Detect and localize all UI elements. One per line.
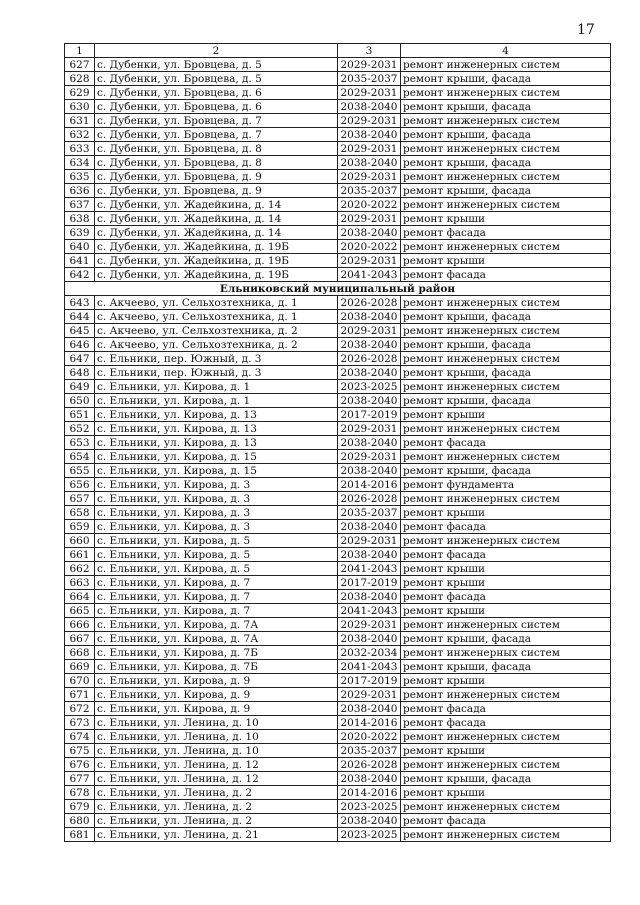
address-cell: с. Ельники, ул. Кирова, д. 3 (95, 478, 338, 492)
row-number-cell: 643 (65, 296, 95, 310)
period-cell: 2017-2019 (338, 576, 401, 590)
work-type-cell: ремонт крыши (401, 744, 611, 758)
table-row (65, 436, 611, 450)
work-type-cell: ремонт инженерных систем (401, 688, 611, 702)
row-number-cell: 632 (65, 128, 95, 142)
period-cell: 2029-2031 (338, 142, 401, 156)
address-cell: с. Ельники, ул. Кирова, д. 7 (95, 604, 338, 618)
period-cell: 2020-2022 (338, 198, 401, 212)
period-cell: 2038-2040 (338, 520, 401, 534)
address-cell: с. Акчеево, ул. Сельхозтехника, д. 2 (95, 324, 338, 338)
section-heading-row (65, 282, 611, 296)
table-row (65, 128, 611, 142)
row-number-cell: 652 (65, 422, 95, 436)
row-number-cell: 665 (65, 604, 95, 618)
address-cell: с. Дубенки, ул. Бровцева, д. 9 (95, 184, 338, 198)
table-row (65, 240, 611, 254)
row-number-cell: 635 (65, 170, 95, 184)
table-row (65, 114, 611, 128)
period-cell: 2038-2040 (338, 226, 401, 240)
address-cell: с. Ельники, ул. Кирова, д. 7Б (95, 646, 338, 660)
row-number-cell: 675 (65, 744, 95, 758)
period-cell: 2038-2040 (338, 772, 401, 786)
table-row (65, 744, 611, 758)
row-number-cell: 674 (65, 730, 95, 744)
work-type-cell: ремонт крыши, фасада (401, 660, 611, 674)
table-row (65, 380, 611, 394)
row-number-cell: 637 (65, 198, 95, 212)
row-number-cell: 667 (65, 632, 95, 646)
period-cell: 2041-2043 (338, 562, 401, 576)
table-row (65, 198, 611, 212)
address-cell: с. Ельники, ул. Ленина, д. 10 (95, 716, 338, 730)
work-type-cell: ремонт фундамента (401, 478, 611, 492)
address-cell: с. Ельники, ул. Ленина, д. 10 (95, 730, 338, 744)
work-type-cell: ремонт крыши, фасада (401, 128, 611, 142)
row-number-cell: 647 (65, 352, 95, 366)
address-cell: с. Дубенки, ул. Бровцева, д. 6 (95, 100, 338, 114)
address-cell: с. Дубенки, ул. Бровцева, д. 7 (95, 128, 338, 142)
period-cell: 2029-2031 (338, 170, 401, 184)
table-row (65, 828, 611, 842)
address-cell: с. Ельники, ул. Ленина, д. 2 (95, 800, 338, 814)
table-row (65, 254, 611, 268)
work-type-cell: ремонт инженерных систем (401, 198, 611, 212)
table-row (65, 58, 611, 72)
work-type-cell: ремонт крыши, фасада (401, 310, 611, 324)
work-type-cell: ремонт фасада (401, 716, 611, 730)
table-header-row (65, 44, 611, 58)
address-cell: с. Ельники, ул. Кирова, д. 3 (95, 506, 338, 520)
row-number-cell: 631 (65, 114, 95, 128)
address-cell: с. Ельники, пер. Южный, д. 3 (95, 352, 338, 366)
work-type-cell: ремонт крыши, фасада (401, 338, 611, 352)
period-cell: 2026-2028 (338, 352, 401, 366)
work-type-cell: ремонт инженерных систем (401, 534, 611, 548)
work-type-cell: ремонт крыши (401, 674, 611, 688)
row-number-cell: 671 (65, 688, 95, 702)
table-row (65, 212, 611, 226)
row-number-cell: 657 (65, 492, 95, 506)
table-row (65, 506, 611, 520)
address-cell: с. Ельники, ул. Кирова, д. 3 (95, 492, 338, 506)
period-cell: 2038-2040 (338, 702, 401, 716)
work-type-cell: ремонт крыши (401, 604, 611, 618)
work-type-cell: ремонт инженерных систем (401, 142, 611, 156)
period-cell: 2035-2037 (338, 72, 401, 86)
address-cell: с. Ельники, ул. Кирова, д. 7 (95, 576, 338, 590)
work-type-cell: ремонт крыши (401, 576, 611, 590)
table-row (65, 590, 611, 604)
row-number-cell: 664 (65, 590, 95, 604)
page-number: 17 (577, 22, 595, 38)
period-cell: 2038-2040 (338, 464, 401, 478)
address-cell: с. Ельники, ул. Ленина, д. 2 (95, 814, 338, 828)
work-type-cell: ремонт крыши (401, 212, 611, 226)
address-cell: с. Дубенки, ул. Бровцева, д. 5 (95, 72, 338, 86)
table-row (65, 268, 611, 282)
table-row (65, 310, 611, 324)
work-type-cell: ремонт инженерных систем (401, 828, 611, 842)
table-row (65, 534, 611, 548)
period-cell: 2038-2040 (338, 814, 401, 828)
work-type-cell: ремонт фасада (401, 590, 611, 604)
table-row (65, 646, 611, 660)
table-row (65, 366, 611, 380)
address-cell: с. Ельники, ул. Кирова, д. 15 (95, 464, 338, 478)
table-row (65, 408, 611, 422)
row-number-cell: 648 (65, 366, 95, 380)
address-cell: с. Ельники, ул. Кирова, д. 9 (95, 688, 338, 702)
period-cell: 2038-2040 (338, 366, 401, 380)
header-cell-address: 2 (95, 44, 338, 58)
row-number-cell: 654 (65, 450, 95, 464)
table-row (65, 394, 611, 408)
address-cell: с. Акчеево, ул. Сельхозтехника, д. 1 (95, 296, 338, 310)
address-cell: с. Ельники, ул. Ленина, д. 21 (95, 828, 338, 842)
period-cell: 2026-2028 (338, 492, 401, 506)
work-type-cell: ремонт инженерных систем (401, 800, 611, 814)
period-cell: 2041-2043 (338, 660, 401, 674)
period-cell: 2026-2028 (338, 758, 401, 772)
address-cell: с. Ельники, ул. Ленина, д. 10 (95, 744, 338, 758)
work-type-cell: ремонт крыши (401, 408, 611, 422)
row-number-cell: 644 (65, 310, 95, 324)
table-row (65, 548, 611, 562)
row-number-cell: 680 (65, 814, 95, 828)
address-cell: с. Ельники, ул. Кирова, д. 15 (95, 450, 338, 464)
period-cell: 2029-2031 (338, 58, 401, 72)
work-type-cell: ремонт инженерных систем (401, 324, 611, 338)
table-row (65, 786, 611, 800)
work-type-cell: ремонт фасада (401, 226, 611, 240)
table-row (65, 478, 611, 492)
work-type-cell: ремонт инженерных систем (401, 170, 611, 184)
row-number-cell: 639 (65, 226, 95, 240)
period-cell: 2029-2031 (338, 324, 401, 338)
period-cell: 2023-2025 (338, 380, 401, 394)
work-type-cell: ремонт инженерных систем (401, 380, 611, 394)
row-number-cell: 677 (65, 772, 95, 786)
address-cell: с. Ельники, ул. Кирова, д. 7А (95, 618, 338, 632)
table-row (65, 730, 611, 744)
row-number-cell: 673 (65, 716, 95, 730)
period-cell: 2020-2022 (338, 240, 401, 254)
work-type-cell: ремонт фасада (401, 702, 611, 716)
row-number-cell: 649 (65, 380, 95, 394)
row-number-cell: 666 (65, 618, 95, 632)
period-cell: 2023-2025 (338, 828, 401, 842)
address-cell: с. Дубенки, ул. Бровцева, д. 8 (95, 142, 338, 156)
row-number-cell: 636 (65, 184, 95, 198)
row-number-cell: 668 (65, 646, 95, 660)
address-cell: с. Дубенки, ул. Бровцева, д. 6 (95, 86, 338, 100)
period-cell: 2035-2037 (338, 744, 401, 758)
row-number-cell: 651 (65, 408, 95, 422)
address-cell: с. Ельники, ул. Кирова, д. 1 (95, 394, 338, 408)
address-cell: с. Ельники, ул. Кирова, д. 7 (95, 590, 338, 604)
table-row (65, 562, 611, 576)
period-cell: 2029-2031 (338, 688, 401, 702)
address-cell: с. Дубенки, ул. Бровцева, д. 7 (95, 114, 338, 128)
period-cell: 2032-2034 (338, 646, 401, 660)
table-row (65, 324, 611, 338)
period-cell: 2038-2040 (338, 394, 401, 408)
row-number-cell: 645 (65, 324, 95, 338)
address-cell: с. Ельники, ул. Кирова, д. 9 (95, 702, 338, 716)
period-cell: 2038-2040 (338, 590, 401, 604)
table-row (65, 296, 611, 310)
period-cell: 2029-2031 (338, 450, 401, 464)
period-cell: 2029-2031 (338, 422, 401, 436)
period-cell: 2038-2040 (338, 128, 401, 142)
row-number-cell: 660 (65, 534, 95, 548)
address-cell: с. Дубенки, ул. Жадейкина, д. 19Б (95, 268, 338, 282)
period-cell: 2020-2022 (338, 730, 401, 744)
address-cell: с. Ельники, ул. Кирова, д. 5 (95, 534, 338, 548)
period-cell: 2014-2016 (338, 786, 401, 800)
table-row (65, 758, 611, 772)
address-cell: с. Ельники, ул. Кирова, д. 5 (95, 562, 338, 576)
table-row (65, 702, 611, 716)
address-cell: с. Дубенки, ул. Бровцева, д. 5 (95, 58, 338, 72)
row-number-cell: 638 (65, 212, 95, 226)
table-body (65, 44, 611, 842)
address-cell: с. Ельники, ул. Кирова, д. 13 (95, 408, 338, 422)
address-cell: с. Ельники, ул. Кирова, д. 13 (95, 436, 338, 450)
table-row (65, 156, 611, 170)
work-type-cell: ремонт крыши, фасада (401, 394, 611, 408)
row-number-cell: 659 (65, 520, 95, 534)
work-type-cell: ремонт инженерных систем (401, 422, 611, 436)
work-type-cell: ремонт инженерных систем (401, 758, 611, 772)
row-number-cell: 650 (65, 394, 95, 408)
row-number-cell: 672 (65, 702, 95, 716)
row-number-cell: 630 (65, 100, 95, 114)
work-type-cell: ремонт инженерных систем (401, 646, 611, 660)
row-number-cell: 646 (65, 338, 95, 352)
table-row (65, 142, 611, 156)
period-cell: 2029-2031 (338, 618, 401, 632)
address-cell: с. Ельники, ул. Кирова, д. 3 (95, 520, 338, 534)
address-cell: с. Дубенки, ул. Бровцева, д. 9 (95, 170, 338, 184)
work-type-cell: ремонт крыши (401, 254, 611, 268)
address-cell: с. Ельники, ул. Кирова, д. 1 (95, 380, 338, 394)
work-type-cell: ремонт инженерных систем (401, 450, 611, 464)
table-row (65, 72, 611, 86)
table-row (65, 492, 611, 506)
address-cell: с. Ельники, ул. Кирова, д. 13 (95, 422, 338, 436)
table-row (65, 618, 611, 632)
header-cell-period: 3 (338, 44, 401, 58)
table-row (65, 632, 611, 646)
work-type-cell: ремонт крыши, фасада (401, 772, 611, 786)
table-row (65, 604, 611, 618)
address-cell: с. Ельники, ул. Кирова, д. 9 (95, 674, 338, 688)
table-row (65, 86, 611, 100)
period-cell: 2038-2040 (338, 310, 401, 324)
table-row (65, 450, 611, 464)
address-cell: с. Ельники, ул. Кирова, д. 7Б (95, 660, 338, 674)
table-row (65, 772, 611, 786)
period-cell: 2038-2040 (338, 436, 401, 450)
table-row (65, 814, 611, 828)
address-cell: с. Ельники, ул. Кирова, д. 5 (95, 548, 338, 562)
row-number-cell: 642 (65, 268, 95, 282)
address-cell: с. Дубенки, ул. Бровцева, д. 8 (95, 156, 338, 170)
row-number-cell: 678 (65, 786, 95, 800)
row-number-cell: 634 (65, 156, 95, 170)
table-row (65, 170, 611, 184)
work-type-cell: ремонт инженерных систем (401, 296, 611, 310)
address-cell: с. Акчеево, ул. Сельхозтехника, д. 1 (95, 310, 338, 324)
table-row (65, 226, 611, 240)
table-row (65, 422, 611, 436)
period-cell: 2029-2031 (338, 114, 401, 128)
work-type-cell: ремонт инженерных систем (401, 240, 611, 254)
table-row (65, 184, 611, 198)
address-cell: с. Ельники, ул. Кирова, д. 7А (95, 632, 338, 646)
header-cell-work-type: 4 (401, 44, 611, 58)
address-cell: с. Акчеево, ул. Сельхозтехника, д. 2 (95, 338, 338, 352)
period-cell: 2017-2019 (338, 674, 401, 688)
work-type-cell: ремонт инженерных систем (401, 492, 611, 506)
table-row (65, 716, 611, 730)
work-type-cell: ремонт фасада (401, 520, 611, 534)
work-type-cell: ремонт крыши, фасада (401, 100, 611, 114)
work-type-cell: ремонт инженерных систем (401, 352, 611, 366)
period-cell: 2017-2019 (338, 408, 401, 422)
period-cell: 2014-2016 (338, 478, 401, 492)
period-cell: 2038-2040 (338, 632, 401, 646)
address-cell: с. Дубенки, ул. Жадейкина, д. 19Б (95, 240, 338, 254)
period-cell: 2029-2031 (338, 534, 401, 548)
work-type-cell: ремонт крыши, фасада (401, 464, 611, 478)
repair-schedule-table (64, 43, 611, 842)
row-number-cell: 670 (65, 674, 95, 688)
row-number-cell: 640 (65, 240, 95, 254)
period-cell: 2029-2031 (338, 212, 401, 226)
address-cell: с. Ельники, ул. Ленина, д. 2 (95, 786, 338, 800)
table-row (65, 800, 611, 814)
work-type-cell: ремонт фасада (401, 548, 611, 562)
work-type-cell: ремонт крыши (401, 786, 611, 800)
work-type-cell: ремонт инженерных систем (401, 618, 611, 632)
row-number-cell: 681 (65, 828, 95, 842)
row-number-cell: 641 (65, 254, 95, 268)
row-number-cell: 676 (65, 758, 95, 772)
period-cell: 2038-2040 (338, 548, 401, 562)
table-row (65, 338, 611, 352)
row-number-cell: 663 (65, 576, 95, 590)
table-row (65, 352, 611, 366)
period-cell: 2038-2040 (338, 156, 401, 170)
row-number-cell: 669 (65, 660, 95, 674)
work-type-cell: ремонт фасада (401, 814, 611, 828)
row-number-cell: 653 (65, 436, 95, 450)
row-number-cell: 633 (65, 142, 95, 156)
period-cell: 2026-2028 (338, 296, 401, 310)
address-cell: с. Дубенки, ул. Жадейкина, д. 14 (95, 226, 338, 240)
address-cell: с. Ельники, ул. Ленина, д. 12 (95, 772, 338, 786)
period-cell: 2023-2025 (338, 800, 401, 814)
period-cell: 2014-2016 (338, 716, 401, 730)
work-type-cell: ремонт инженерных систем (401, 86, 611, 100)
address-cell: с. Ельники, ул. Ленина, д. 12 (95, 758, 338, 772)
work-type-cell: ремонт крыши (401, 506, 611, 520)
row-number-cell: 655 (65, 464, 95, 478)
table-row (65, 576, 611, 590)
table-row (65, 520, 611, 534)
table-row (65, 464, 611, 478)
table-row (65, 100, 611, 114)
work-type-cell: ремонт крыши, фасада (401, 366, 611, 380)
row-number-cell: 679 (65, 800, 95, 814)
period-cell: 2038-2040 (338, 338, 401, 352)
row-number-cell: 658 (65, 506, 95, 520)
table-row (65, 660, 611, 674)
period-cell: 2035-2037 (338, 506, 401, 520)
work-type-cell: ремонт крыши, фасада (401, 632, 611, 646)
table-row (65, 688, 611, 702)
work-type-cell: ремонт инженерных систем (401, 730, 611, 744)
section-heading: Ельниковский муниципальный район (65, 282, 611, 296)
row-number-cell: 629 (65, 86, 95, 100)
work-type-cell: ремонт крыши (401, 562, 611, 576)
address-cell: с. Дубенки, ул. Жадейкина, д. 14 (95, 198, 338, 212)
work-type-cell: ремонт инженерных систем (401, 58, 611, 72)
work-type-cell: ремонт инженерных систем (401, 114, 611, 128)
work-type-cell: ремонт крыши, фасада (401, 72, 611, 86)
address-cell: с. Дубенки, ул. Жадейкина, д. 19Б (95, 254, 338, 268)
table-row (65, 674, 611, 688)
work-type-cell: ремонт фасада (401, 268, 611, 282)
period-cell: 2029-2031 (338, 86, 401, 100)
period-cell: 2041-2043 (338, 268, 401, 282)
row-number-cell: 662 (65, 562, 95, 576)
header-cell-number: 1 (65, 44, 95, 58)
row-number-cell: 628 (65, 72, 95, 86)
row-number-cell: 661 (65, 548, 95, 562)
work-type-cell: ремонт фасада (401, 436, 611, 450)
address-cell: с. Ельники, пер. Южный, д. 3 (95, 366, 338, 380)
period-cell: 2041-2043 (338, 604, 401, 618)
work-type-cell: ремонт крыши, фасада (401, 156, 611, 170)
address-cell: с. Дубенки, ул. Жадейкина, д. 14 (95, 212, 338, 226)
row-number-cell: 656 (65, 478, 95, 492)
work-type-cell: ремонт крыши, фасада (401, 184, 611, 198)
period-cell: 2029-2031 (338, 254, 401, 268)
period-cell: 2038-2040 (338, 100, 401, 114)
period-cell: 2035-2037 (338, 184, 401, 198)
row-number-cell: 627 (65, 58, 95, 72)
